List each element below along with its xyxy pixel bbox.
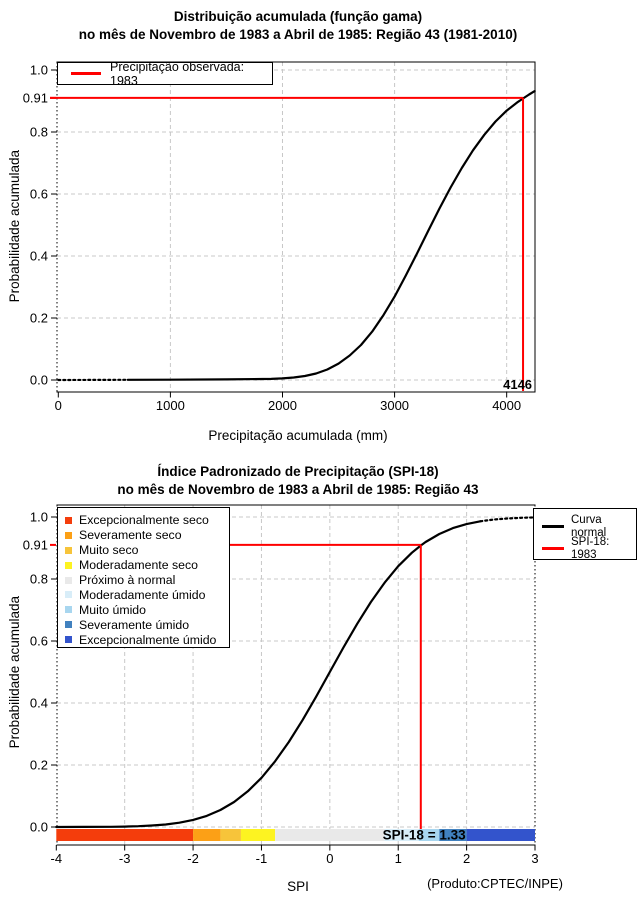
category-swatch: [65, 621, 72, 628]
produto-credit: (Produto:CPTEC/INPE): [427, 876, 563, 891]
x-tick-label: 0: [326, 851, 334, 866]
category-label: Muito seco: [79, 543, 139, 558]
chart1-x-axis-title: Precipitação acumulada (mm): [208, 428, 388, 443]
x-tick-label: 2000: [268, 398, 297, 413]
category-legend-item: [65, 617, 229, 632]
legend-entry-spi-1983: [542, 535, 636, 561]
chart1-y-axis-title: Probabilidade acumulada: [7, 150, 22, 303]
y-tick-label: 0.0: [29, 819, 48, 835]
black-line-swatch: [542, 525, 564, 528]
chart2-title-line2: no mês de Novembro de 1983 a Abril de 1985: Região 43: [117, 482, 479, 497]
y-tick-label: 0.4: [29, 248, 48, 264]
spi-bar-segment: [241, 829, 275, 841]
red-line-swatch: [71, 72, 101, 75]
category-label: Muito úmido: [79, 602, 146, 617]
highlight-tick-label-091: 0.91: [22, 537, 48, 553]
category-legend-item: [65, 543, 229, 558]
cdf-curve: [128, 91, 535, 380]
category-legend-item: [65, 528, 229, 543]
category-legend-item: [65, 513, 229, 528]
category-swatch: [65, 577, 72, 584]
x-tick-label: -3: [118, 851, 131, 866]
x-tick-label: -1: [255, 851, 268, 866]
spi-bar-segment: [220, 829, 241, 841]
y-tick-label: 0.6: [29, 186, 48, 202]
x-tick-label: 3000: [380, 398, 410, 413]
x-tick-label: 1000: [155, 398, 185, 413]
curve-legend: [533, 508, 637, 560]
x-tick-label: -2: [187, 851, 199, 866]
category-swatch: [65, 517, 72, 524]
category-swatch: [65, 562, 72, 569]
observed-value-label: 4146: [503, 377, 533, 392]
category-swatch: [65, 591, 72, 598]
category-swatch: [65, 547, 72, 554]
chart2-x-axis-title: SPI: [287, 879, 309, 894]
chart1-title-line2: no mês de Novembro de 1983 a Abril de 1985: Região 43 (1981-2010): [78, 27, 518, 42]
category-label: Excepcionalmente seco: [79, 513, 209, 528]
x-tick-label: 2: [462, 851, 471, 866]
y-tick-label: 0.2: [29, 310, 48, 326]
chart1-title-line1: Distribuição acumulada (função gama): [173, 9, 423, 24]
y-tick-label: 1.0: [29, 62, 48, 78]
category-label: Severamente seco: [79, 528, 182, 543]
x-tick-label: 3: [531, 851, 539, 866]
spi-category-legend: [57, 507, 230, 648]
legend-label-line: SPI-18: 1983: [571, 535, 610, 561]
category-label: Moderadamente úmido: [79, 587, 206, 602]
spi-bar-segment: [193, 829, 220, 841]
x-tick-label: -4: [50, 851, 63, 866]
legend-precipitacao-observada: [57, 59, 273, 88]
legend-label-line: Curva: [571, 513, 602, 526]
category-legend-item: [65, 558, 229, 573]
category-legend-item: [65, 587, 229, 602]
category-label: Severamente úmido: [79, 617, 190, 632]
category-label: Excepcionalmente úmido: [79, 632, 217, 647]
x-tick-label: 4000: [492, 398, 522, 413]
y-tick-label: 0.6: [29, 633, 48, 649]
chart2-title-line1: Índice Padronizado de Precipitação (SPI-18): [157, 464, 439, 479]
highlight-tick-label-091: 0.91: [22, 90, 48, 106]
y-tick-label: 1.0: [29, 509, 48, 525]
category-swatch: [65, 636, 72, 643]
category-legend-item: [65, 573, 229, 588]
y-tick-label: 0.8: [29, 571, 48, 587]
category-label: Moderadamente seco: [79, 558, 198, 573]
y-tick-label: 0.2: [29, 757, 48, 773]
category-swatch: [65, 606, 72, 613]
category-legend-item: [65, 602, 229, 617]
spi-bar-segment: [56, 829, 193, 841]
red-line-swatch: [542, 547, 564, 550]
legend1-label: Precipitação observada: 1983: [110, 59, 245, 88]
category-label: Próximo à normal: [79, 573, 176, 587]
x-tick-label: 0: [54, 398, 62, 413]
y-tick-label: 0.0: [29, 372, 48, 388]
spi-1983-label: [571, 536, 636, 562]
legend-label-line: normal: [571, 526, 607, 539]
y-tick-label: 0.8: [29, 124, 48, 140]
x-tick-label: 1: [394, 851, 402, 866]
spi-cdf-chart: [0, 455, 640, 900]
spi-value-label: SPI-18 = 1.33: [382, 827, 466, 843]
category-legend-item: [65, 632, 229, 647]
y-tick-label: 0.4: [29, 695, 48, 711]
chart2-y-axis-title: Probabilidade acumulada: [7, 596, 22, 749]
spi-bar-segment: [467, 829, 535, 841]
category-swatch: [65, 532, 72, 539]
spi-bar-segment: [275, 829, 384, 841]
cdf-curve: [480, 517, 535, 521]
